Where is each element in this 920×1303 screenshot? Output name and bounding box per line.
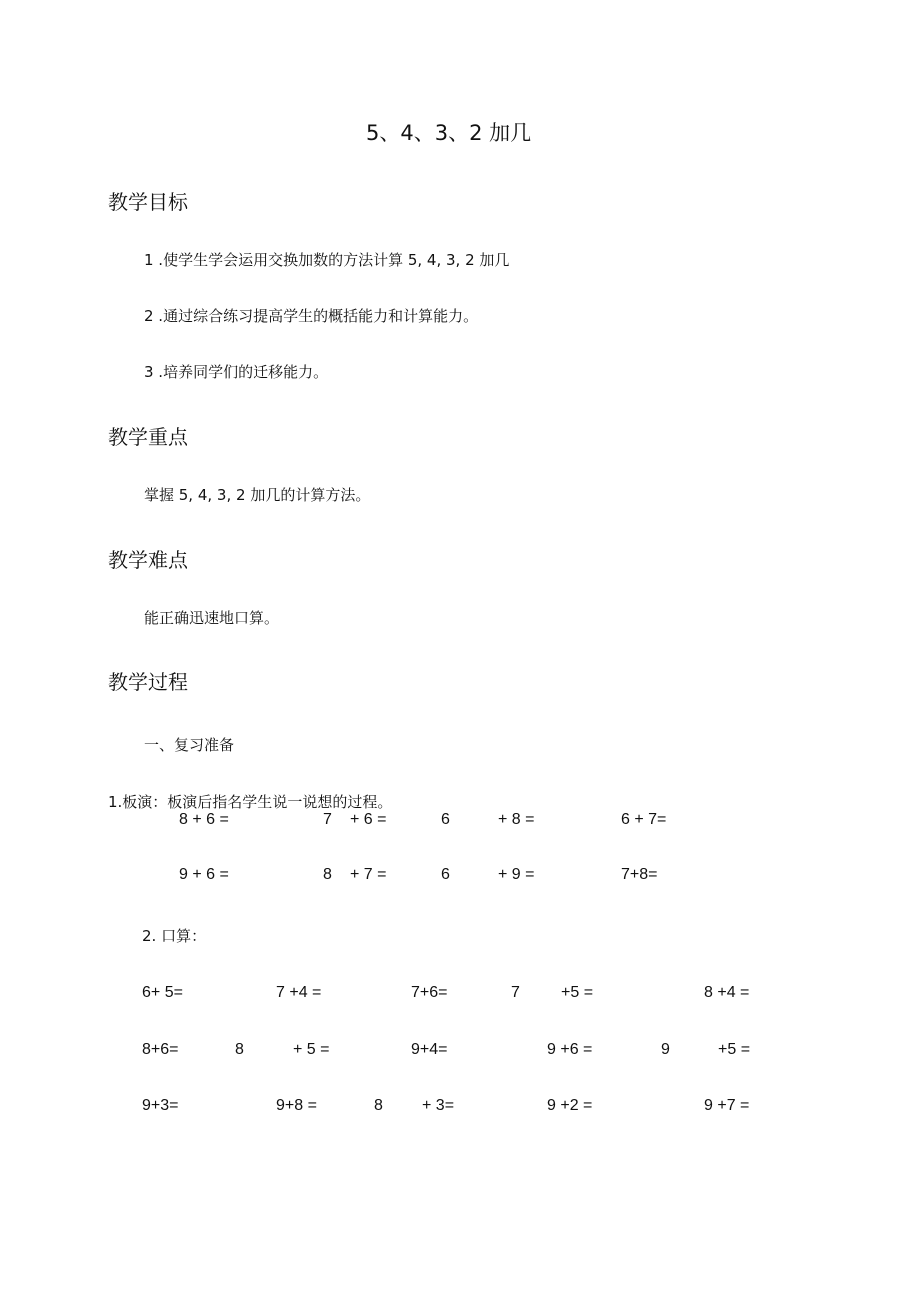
oral-problem: 9+3=: [142, 1097, 179, 1114]
process-subheading: 一、复习准备: [144, 736, 235, 754]
board-problem-part: + 9 =: [498, 866, 535, 883]
focus-text: 掌握 5, 4, 3, 2 加几的计算方法。: [144, 486, 371, 504]
board-problem: 8 + 6 =: [179, 811, 229, 828]
board-problem-part: + 8 =: [498, 811, 535, 828]
oral-problem-part: 8: [235, 1041, 244, 1058]
board-problem-part: + 7 =: [350, 866, 387, 883]
oral-problem: 9+4=: [411, 1041, 448, 1058]
oral-problem-part: +5 =: [718, 1041, 751, 1058]
oral-problem: 7 +4 =: [276, 984, 322, 1001]
goal-item-2: 2 .通过综合练习提高学生的概括能力和计算能力。: [144, 307, 479, 325]
goal-item-3: 3 .培养同学们的迁移能力。: [144, 363, 329, 381]
oral-problem-part: 7: [511, 984, 520, 1001]
board-problem: 7+8=: [621, 866, 658, 883]
board-problem-part: 6: [441, 866, 450, 883]
oral-problem-part: + 5 =: [293, 1041, 330, 1058]
oral-exercise-label: 2. 口算：: [142, 927, 207, 945]
heading-focus: 教学重点: [108, 425, 188, 449]
board-problem-part: 8: [323, 866, 332, 883]
oral-problem: 9 +6 =: [547, 1041, 593, 1058]
heading-difficulty: 教学难点: [108, 548, 188, 572]
oral-problem-part: + 3=: [422, 1097, 455, 1114]
board-exercise-label: 1.板演：板演后指名学生说一说想的过程。: [108, 793, 393, 811]
oral-problem-part: 9: [661, 1041, 670, 1058]
board-problem-part: 7: [323, 811, 332, 828]
oral-problem: 9 +7 =: [704, 1097, 750, 1114]
oral-problem: 7+6=: [411, 984, 448, 1001]
goal-item-1: 1 .使学生学会运用交换加数的方法计算 5, 4, 3, 2 加几: [144, 251, 510, 269]
oral-problem-part: +5 =: [561, 984, 594, 1001]
oral-problem-part: 8: [374, 1097, 383, 1114]
difficulty-text: 能正确迅速地口算。: [144, 609, 280, 627]
page-title: 5、4、3、2 加几: [366, 121, 532, 145]
heading-goals: 教学目标: [108, 190, 188, 214]
board-problem-part: + 6 =: [350, 811, 387, 828]
board-problem: 6 + 7=: [621, 811, 667, 828]
heading-process: 教学过程: [108, 670, 188, 694]
board-problem-part: 6: [441, 811, 450, 828]
oral-problem: 9 +2 =: [547, 1097, 593, 1114]
oral-problem: 8+6=: [142, 1041, 179, 1058]
oral-problem: 9+8 =: [276, 1097, 317, 1114]
board-problem: 9 + 6 =: [179, 866, 229, 883]
oral-problem: 8 +4 =: [704, 984, 750, 1001]
oral-problem: 6+ 5=: [142, 984, 183, 1001]
